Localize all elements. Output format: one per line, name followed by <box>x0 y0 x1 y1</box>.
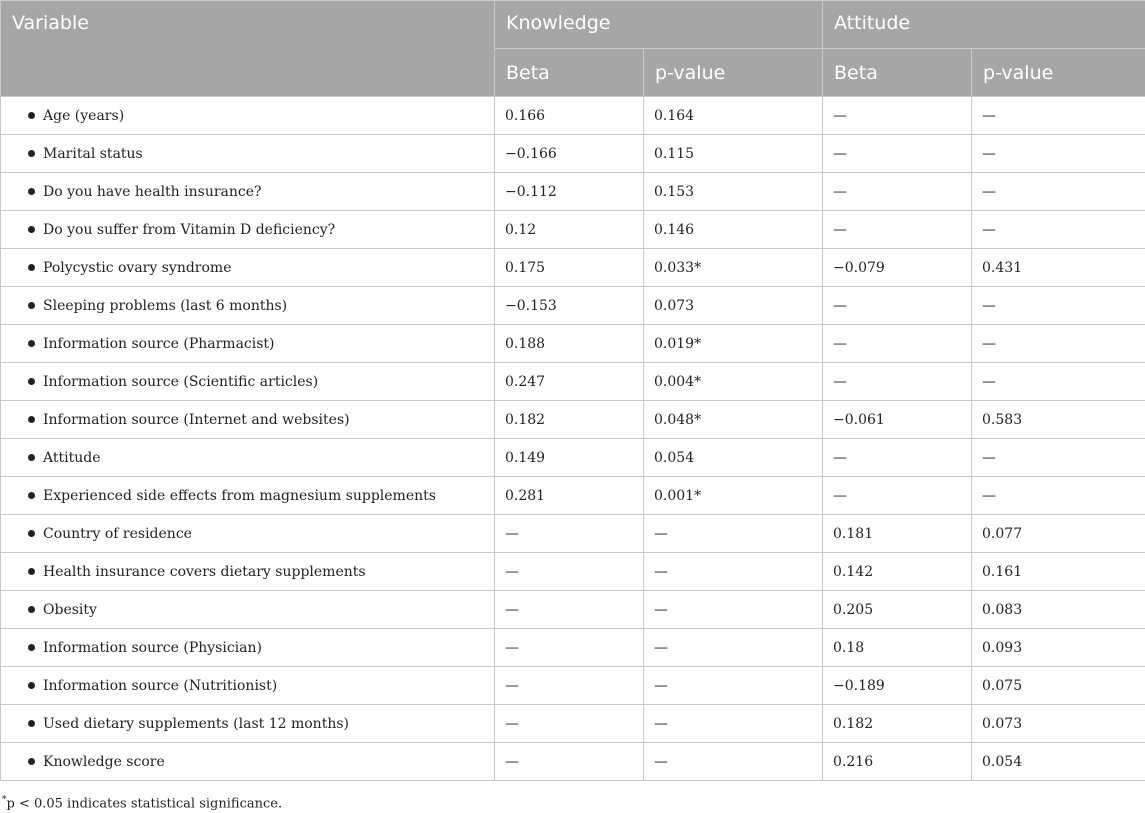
bullet-icon <box>28 758 35 765</box>
bullet-icon <box>28 340 35 347</box>
variable-label: Country of residence <box>43 525 192 542</box>
table-body <box>1 97 1145 781</box>
table-row <box>1 97 1145 135</box>
knowledge-beta-cell: — <box>495 591 644 629</box>
variable-label: Information source (Internet and websites) <box>43 411 350 428</box>
knowledge-beta-cell: 0.281 <box>495 477 644 515</box>
attitude-beta-cell: −0.079 <box>823 249 972 287</box>
knowledge-beta-cell: −0.153 <box>495 287 644 325</box>
bullet-icon <box>28 302 35 309</box>
variable-cell <box>1 477 495 515</box>
bullet-icon <box>28 682 35 689</box>
attitude-beta-cell: — <box>823 173 972 211</box>
bullet-icon <box>28 264 35 271</box>
attitude-p-value-cell: 0.077 <box>972 515 1145 553</box>
variable-label: Used dietary supplements (last 12 months) <box>43 715 349 732</box>
knowledge-p-value-cell: — <box>644 667 823 705</box>
attitude-beta-cell: 0.181 <box>823 515 972 553</box>
attitude-p-value-cell: 0.431 <box>972 249 1145 287</box>
table-row <box>1 135 1145 173</box>
attitude-p-value-cell: 0.083 <box>972 591 1145 629</box>
table-row <box>1 249 1145 287</box>
attitude-p-value-cell: — <box>972 325 1145 363</box>
variable-cell <box>1 325 495 363</box>
variable-label: Health insurance covers dietary supplements <box>43 563 366 580</box>
attitude-beta-cell: 0.18 <box>823 629 972 667</box>
knowledge-beta-cell: 0.175 <box>495 249 644 287</box>
variable-label: Knowledge score <box>43 753 165 770</box>
header-attitude-p-value: p-value <box>972 49 1145 97</box>
knowledge-p-value-cell: 0.054 <box>644 439 823 477</box>
header-variable: Variable <box>1 1 495 97</box>
knowledge-beta-cell: 0.188 <box>495 325 644 363</box>
bullet-icon <box>28 454 35 461</box>
variable-cell <box>1 211 495 249</box>
attitude-p-value-cell: — <box>972 477 1145 515</box>
variable-label: Marital status <box>43 145 143 162</box>
knowledge-beta-cell: — <box>495 705 644 743</box>
knowledge-p-value-cell: — <box>644 705 823 743</box>
attitude-beta-cell: — <box>823 439 972 477</box>
variable-label: Sleeping problems (last 6 months) <box>43 297 288 314</box>
attitude-p-value-cell: — <box>972 439 1145 477</box>
variable-cell <box>1 667 495 705</box>
attitude-beta-cell: — <box>823 287 972 325</box>
knowledge-beta-cell: 0.12 <box>495 211 644 249</box>
variable-label: Polycystic ovary syndrome <box>43 259 232 276</box>
table-row <box>1 211 1145 249</box>
variable-cell <box>1 135 495 173</box>
attitude-p-value-cell: 0.161 <box>972 553 1145 591</box>
bullet-icon <box>28 188 35 195</box>
attitude-beta-cell: 0.216 <box>823 743 972 781</box>
knowledge-beta-cell: 0.149 <box>495 439 644 477</box>
knowledge-p-value-cell: — <box>644 743 823 781</box>
header-knowledge: Knowledge <box>495 1 823 49</box>
attitude-beta-cell: — <box>823 135 972 173</box>
variable-label: Information source (Pharmacist) <box>43 335 275 352</box>
bullet-icon <box>28 378 35 385</box>
knowledge-p-value-cell: 0.146 <box>644 211 823 249</box>
variable-label: Experienced side effects from magnesium supplements <box>43 487 436 504</box>
variable-label: Obesity <box>43 601 97 618</box>
variable-cell <box>1 287 495 325</box>
knowledge-beta-cell: — <box>495 629 644 667</box>
attitude-beta-cell: — <box>823 325 972 363</box>
attitude-p-value-cell: — <box>972 173 1145 211</box>
knowledge-p-value-cell: — <box>644 553 823 591</box>
knowledge-p-value-cell: 0.001* <box>644 477 823 515</box>
variable-cell <box>1 553 495 591</box>
variable-label: Information source (Scientific articles) <box>43 373 319 390</box>
table-row <box>1 705 1145 743</box>
variable-label: Information source (Nutritionist) <box>43 677 278 694</box>
variable-cell <box>1 363 495 401</box>
variable-label: Information source (Physician) <box>43 639 262 656</box>
bullet-icon <box>28 226 35 233</box>
attitude-p-value-cell: 0.093 <box>972 629 1145 667</box>
table-row <box>1 401 1145 439</box>
attitude-beta-cell: — <box>823 211 972 249</box>
bullet-icon <box>28 530 35 537</box>
knowledge-beta-cell: — <box>495 515 644 553</box>
table-row <box>1 287 1145 325</box>
attitude-p-value-cell: 0.075 <box>972 667 1145 705</box>
header-attitude: Attitude <box>823 1 1145 49</box>
bullet-icon <box>28 416 35 423</box>
attitude-p-value-cell: — <box>972 135 1145 173</box>
knowledge-beta-cell: −0.112 <box>495 173 644 211</box>
knowledge-p-value-cell: 0.004* <box>644 363 823 401</box>
knowledge-p-value-cell: 0.073 <box>644 287 823 325</box>
knowledge-p-value-cell: — <box>644 629 823 667</box>
knowledge-beta-cell: 0.247 <box>495 363 644 401</box>
variable-label: Do you have health insurance? <box>43 183 262 200</box>
variable-cell <box>1 629 495 667</box>
attitude-beta-cell: −0.189 <box>823 667 972 705</box>
variable-label: Do you suffer from Vitamin D deficiency? <box>43 221 336 238</box>
table-row <box>1 743 1145 781</box>
variable-cell <box>1 249 495 287</box>
attitude-beta-cell: — <box>823 477 972 515</box>
knowledge-beta-cell: — <box>495 553 644 591</box>
knowledge-p-value-cell: 0.033* <box>644 249 823 287</box>
attitude-p-value-cell: — <box>972 211 1145 249</box>
attitude-p-value-cell: — <box>972 363 1145 401</box>
attitude-p-value-cell: 0.073 <box>972 705 1145 743</box>
variable-cell <box>1 439 495 477</box>
knowledge-p-value-cell: 0.048* <box>644 401 823 439</box>
table-row <box>1 173 1145 211</box>
knowledge-p-value-cell: 0.153 <box>644 173 823 211</box>
attitude-p-value-cell: — <box>972 287 1145 325</box>
bullet-icon <box>28 492 35 499</box>
table-row <box>1 363 1145 401</box>
knowledge-beta-cell: 0.166 <box>495 97 644 135</box>
knowledge-p-value-cell: — <box>644 515 823 553</box>
variable-cell <box>1 743 495 781</box>
knowledge-p-value-cell: 0.019* <box>644 325 823 363</box>
variable-cell <box>1 97 495 135</box>
variable-label: Age (years) <box>43 107 125 124</box>
table-row <box>1 439 1145 477</box>
footnote-text: p < 0.05 indicates statistical significance. <box>6 796 283 812</box>
knowledge-p-value-cell: — <box>644 591 823 629</box>
attitude-beta-cell: 0.142 <box>823 553 972 591</box>
bullet-icon <box>28 568 35 575</box>
knowledge-beta-cell: — <box>495 743 644 781</box>
attitude-p-value-cell: 0.054 <box>972 743 1145 781</box>
table-footnote <box>2 795 282 811</box>
header-knowledge-p-value: p-value <box>644 49 823 97</box>
variable-label: Attitude <box>43 449 101 466</box>
bullet-icon <box>28 150 35 157</box>
header-knowledge-beta: Beta <box>495 49 644 97</box>
table-row <box>1 591 1145 629</box>
variable-cell <box>1 515 495 553</box>
variable-cell <box>1 173 495 211</box>
table-row <box>1 515 1145 553</box>
knowledge-beta-cell: — <box>495 667 644 705</box>
attitude-beta-cell: −0.061 <box>823 401 972 439</box>
table-row <box>1 553 1145 591</box>
variable-cell <box>1 401 495 439</box>
header-attitude-beta: Beta <box>823 49 972 97</box>
table-row <box>1 477 1145 515</box>
knowledge-p-value-cell: 0.164 <box>644 97 823 135</box>
bullet-icon <box>28 720 35 727</box>
knowledge-beta-cell: 0.182 <box>495 401 644 439</box>
bullet-icon <box>28 606 35 613</box>
attitude-p-value-cell: — <box>972 97 1145 135</box>
attitude-beta-cell: 0.182 <box>823 705 972 743</box>
attitude-beta-cell: — <box>823 97 972 135</box>
table-header <box>1 1 1145 97</box>
table-row <box>1 667 1145 705</box>
bullet-icon <box>28 644 35 651</box>
table-row <box>1 325 1145 363</box>
attitude-p-value-cell: 0.583 <box>972 401 1145 439</box>
knowledge-p-value-cell: 0.115 <box>644 135 823 173</box>
attitude-beta-cell: — <box>823 363 972 401</box>
table-row <box>1 629 1145 667</box>
attitude-beta-cell: 0.205 <box>823 591 972 629</box>
variable-cell <box>1 591 495 629</box>
knowledge-beta-cell: −0.166 <box>495 135 644 173</box>
bullet-icon <box>28 112 35 119</box>
variable-cell <box>1 705 495 743</box>
footnote-mark: * <box>2 795 7 805</box>
